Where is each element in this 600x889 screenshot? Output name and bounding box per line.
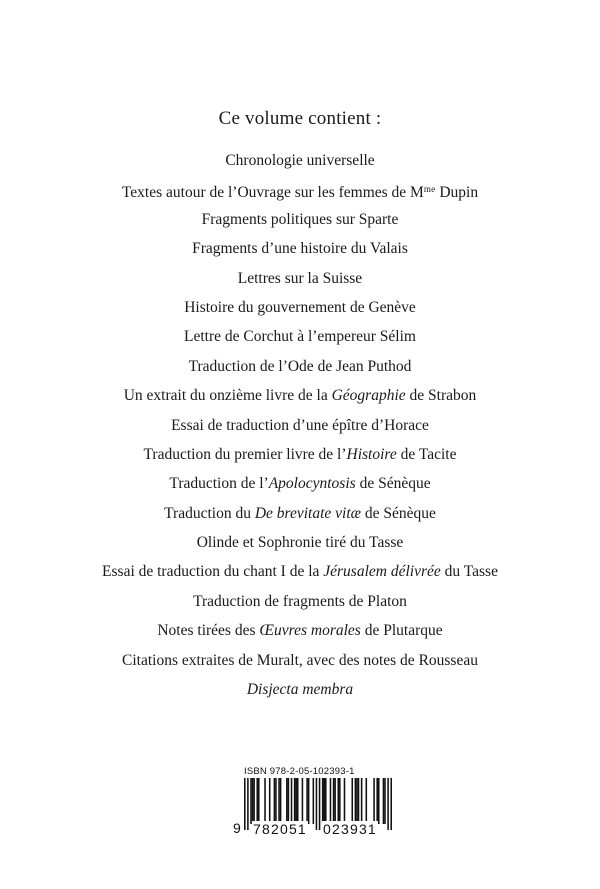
barcode-bar xyxy=(278,778,280,824)
contents-item xyxy=(0,381,600,410)
barcode-bar xyxy=(323,778,325,824)
barcode-bar xyxy=(306,778,308,824)
contents-item-text: Fragments politiques sur Sparte xyxy=(201,210,399,228)
barcode-bar xyxy=(356,778,358,824)
barcode-guard-bar xyxy=(390,778,392,830)
contents-item xyxy=(0,440,600,469)
barcode-bar xyxy=(250,778,252,824)
barcode-bar xyxy=(313,778,315,824)
contents-item xyxy=(0,146,600,175)
contents-item xyxy=(0,205,600,234)
barcode-bar xyxy=(384,778,386,824)
contents-item-text: Citations extraites de Muralt, avec des notes de Rousseau xyxy=(122,651,478,669)
barcode-bar xyxy=(275,778,277,824)
contents-item-text: Essai de traduction d’une épître d’Horace xyxy=(171,416,429,434)
contents-item xyxy=(0,234,600,263)
contents-item-text: de Plutarque xyxy=(360,622,443,640)
contents-item-text: de Sénèque xyxy=(355,475,431,493)
barcode-bar xyxy=(334,778,336,824)
contents-item xyxy=(0,293,600,322)
contents-item-text: de Tacite xyxy=(396,445,457,463)
contents-item-italic-title: Histoire xyxy=(346,445,397,463)
contents-list xyxy=(0,146,600,704)
contents-item-text: de Strabon xyxy=(405,387,477,405)
barcode-bar xyxy=(286,778,288,824)
contents-item-text: Traduction de fragments de Platon xyxy=(193,592,407,610)
superscript-text: me xyxy=(423,184,436,195)
isbn-barcode-block xyxy=(232,766,396,842)
contents-item xyxy=(0,411,600,440)
contents-item-italic-title: Apolocyntosis xyxy=(268,475,356,493)
barcode-bar xyxy=(294,778,296,824)
barcode-bar xyxy=(253,778,255,824)
barcode-bar xyxy=(264,778,266,824)
contents-item-text: Fragments d’une histoire du Valais xyxy=(192,240,408,258)
contents-item-text: Lettres sur la Suisse xyxy=(237,269,363,287)
contents-item-text: Traduction du premier livre de l’ xyxy=(143,445,347,463)
contents-item-text: Chronologie universelle xyxy=(225,152,375,169)
barcode-bar xyxy=(252,778,254,824)
barcode-bar xyxy=(295,778,297,824)
barcode-bar xyxy=(366,778,368,824)
barcode-bar xyxy=(291,778,293,824)
barcode-bar xyxy=(308,778,310,824)
contents-item-text: de Sénèque xyxy=(361,504,436,522)
contents-item-text: Dupin xyxy=(435,184,479,202)
contents-item-italic-title: Jérusalem délivrée xyxy=(323,563,441,581)
barcode-guard-bar xyxy=(319,778,321,830)
barcode-bar xyxy=(339,778,341,824)
contents-item xyxy=(0,469,600,498)
isbn-label: ISBN 978-2-05-102393-1 xyxy=(244,766,355,777)
contents-item-italic-title: Disjecta membra xyxy=(246,681,354,699)
barcode-bar xyxy=(376,778,378,824)
contents-item xyxy=(0,264,600,293)
barcode-bar xyxy=(322,778,324,824)
barcode-left-digits: 782051 xyxy=(253,821,307,837)
barcode-first-digit: 9 xyxy=(233,820,241,836)
barcode-bar xyxy=(280,778,282,824)
contents-item-italic-title: De brevitate vitæ xyxy=(254,504,361,522)
contents-item-text: Un extrait du onzième livre de la xyxy=(123,387,332,405)
contents-item xyxy=(0,557,600,586)
contents-item-text: Traduction de l’ xyxy=(169,475,269,493)
contents-item-text: Histoire du gouvernement de Genève xyxy=(184,298,416,316)
barcode-bar xyxy=(269,778,271,824)
barcode-bar xyxy=(330,778,332,824)
barcode-bar xyxy=(358,778,360,824)
contents-item-text: Traduction de l’Ode de Jean Puthod xyxy=(188,357,412,375)
barcode-bar xyxy=(333,778,335,824)
contents-item xyxy=(0,499,600,528)
barcode-bar xyxy=(302,778,304,824)
contents-item-text: Essai de traduction du chant I de la xyxy=(102,563,324,581)
barcode-guard-bar xyxy=(387,778,389,830)
contents-item-text: du Tasse xyxy=(440,563,498,581)
contents-item-italic-title: Géographie xyxy=(331,387,406,405)
contents-item xyxy=(0,675,600,704)
barcode-bar xyxy=(274,778,276,824)
barcode-bar xyxy=(256,778,258,824)
barcode-bar xyxy=(378,778,380,824)
contents-item-text: Lettre de Corchut à l’empereur Sélim xyxy=(184,328,416,346)
contents-item-text: Traduction du xyxy=(164,504,255,522)
barcode-bar xyxy=(344,778,346,824)
barcode-bar xyxy=(373,778,375,824)
contents-item xyxy=(0,322,600,351)
contents-heading: Ce volume contient : xyxy=(218,108,382,129)
barcode-guard-bar xyxy=(247,778,249,830)
barcode-bar xyxy=(337,778,339,824)
contents-item xyxy=(0,587,600,616)
barcode-right-digits: 023931 xyxy=(323,821,377,837)
contents-item-text: Notes tirées des xyxy=(157,622,260,640)
barcode-bar xyxy=(361,778,363,824)
contents-item xyxy=(0,646,600,675)
barcode-bar xyxy=(355,778,357,824)
barcode-bar xyxy=(351,778,353,824)
contents-item-text: Olinde et Sophronie tiré du Tasse xyxy=(196,534,404,552)
contents-item-italic-title: Œuvres morales xyxy=(259,622,361,640)
contents-item xyxy=(0,528,600,557)
barcode-guard-bar xyxy=(244,778,246,830)
contents-item xyxy=(0,175,600,204)
contents-item xyxy=(0,616,600,645)
contents-item-text: Textes autour de l’Ouvrage sur les femmes de M xyxy=(121,184,424,202)
barcode-bar xyxy=(297,778,299,824)
barcode-bar xyxy=(288,778,290,824)
barcode-bar xyxy=(258,778,260,824)
contents-item xyxy=(0,352,600,381)
barcode-guard-bar xyxy=(316,778,318,830)
barcode-bar xyxy=(383,778,385,824)
barcode-bar xyxy=(325,778,327,824)
